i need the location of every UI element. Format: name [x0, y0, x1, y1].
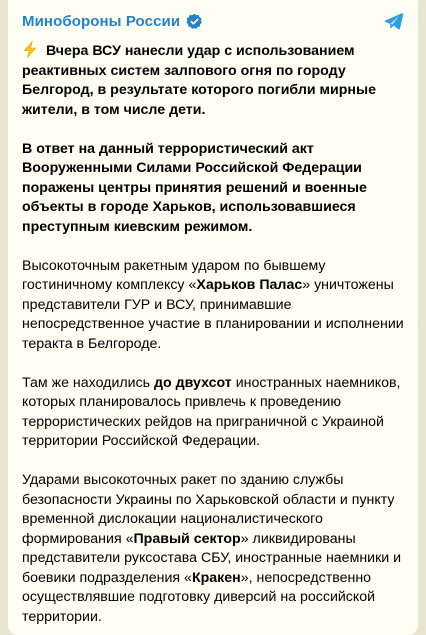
paragraph-1: Вчера ВСУ нанесли удар с использованием реактивных систем залпового огня по городу Белгород, в результате которого погибли мирные жители, в том числе дети. — [22, 43, 376, 118]
paragraph-5: Ударами высокоточных ракет по зданию службы безопасности Украины по Харьковской области и пункту временной дислокации националистического формирования «Правый сектор» ликвидированы представители руксостава СБУ, иностранные наемники и боевики подразделения «Кракен», непосредственно осуществлявшие подготовку диверсий на российской территории. — [22, 472, 402, 625]
highlight-right-sector: Правый сектор — [133, 530, 241, 547]
message-text — [22, 41, 404, 627]
channel-name-link[interactable]: Минобороны России — [22, 12, 181, 30]
highlight-kharkov-palace: Харьков Палас — [196, 277, 303, 293]
paragraph-3: Высокоточным ракетным ударом по бывшему гостиничному комплексу «Харьков Палас» уничтожены представители ГУР и ВСУ, принимавшие непосредственное участие в планировании и исполнении теракта в Белгороде. — [22, 257, 404, 352]
message-bubble — [8, 0, 418, 635]
paragraph-4: Там же находились до двухсот иностранных наемников, которых планировалось привлечь к проведению террористических рейдов на приграничной с Украиной территории Российской Федерации. — [22, 374, 401, 449]
paragraph-2: В ответ на данный террористический акт Вооруженными Силами Российской Федерации поражены центры принятия решений и военные объекты в городе Харьков, использовавшиеся преступным киевским режимом. — [22, 140, 367, 235]
highlight-up-to-two-hundred: до двухсот — [154, 374, 232, 391]
high-voltage-emoji-icon — [22, 41, 38, 58]
share-arrow-icon[interactable] — [384, 12, 404, 30]
message-header — [22, 10, 404, 32]
verified-badge-icon — [186, 13, 203, 30]
highlight-kraken: Кракен — [191, 569, 241, 586]
